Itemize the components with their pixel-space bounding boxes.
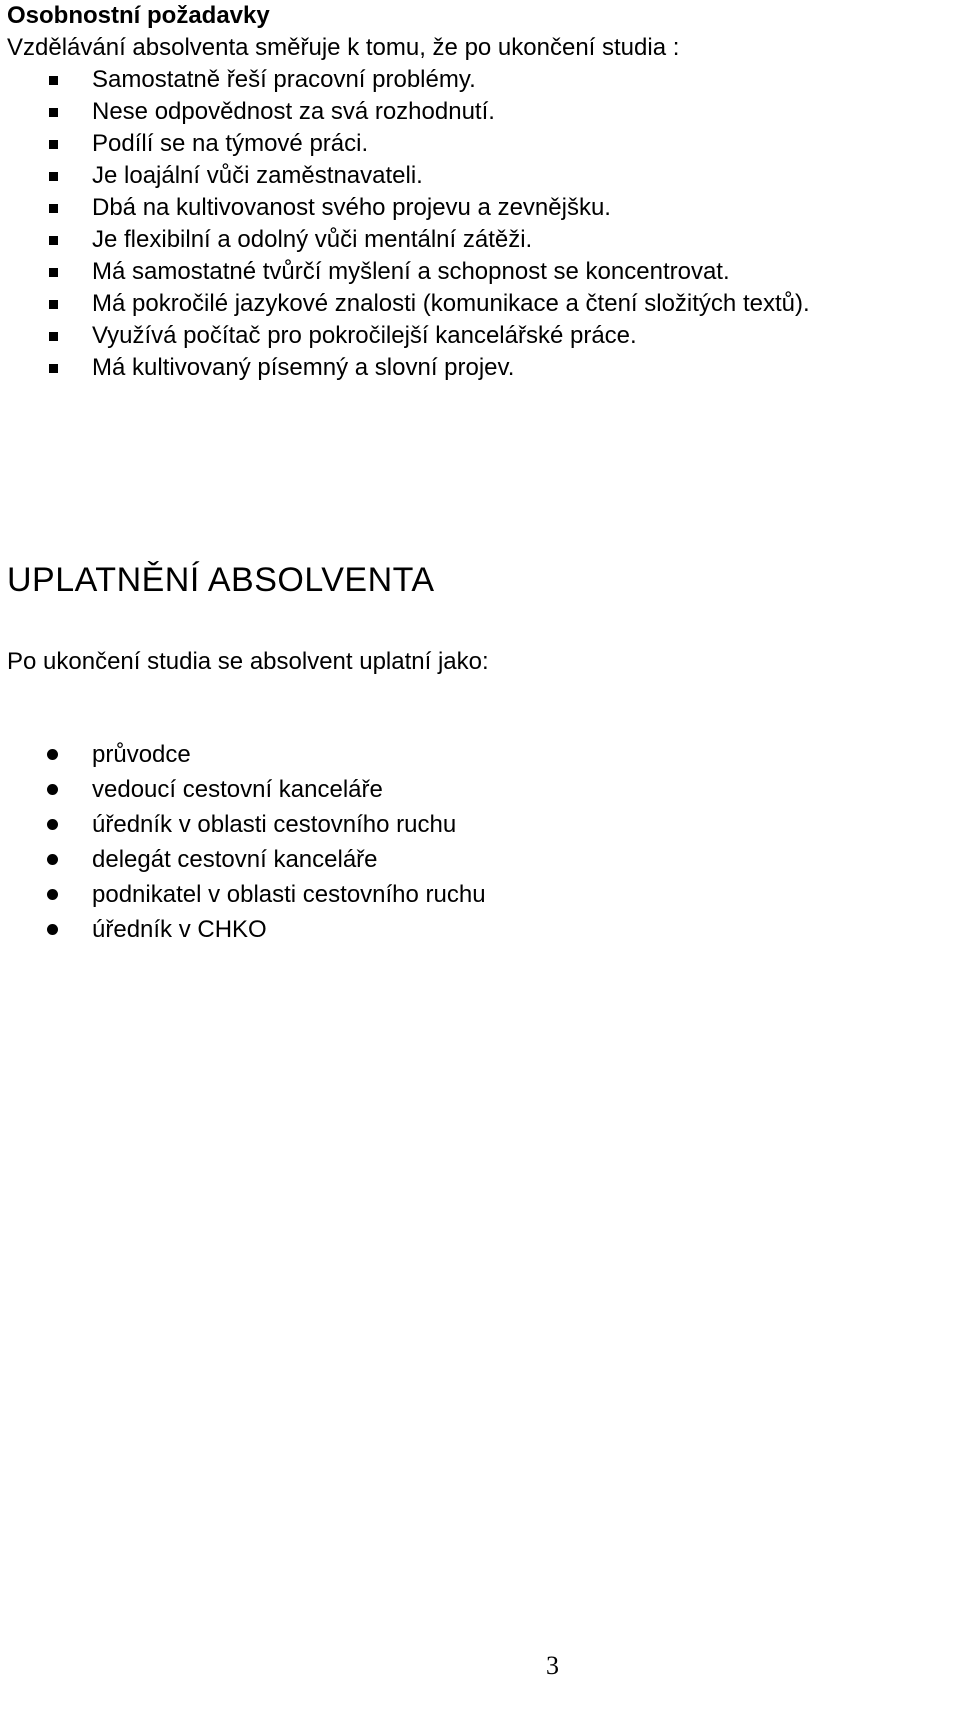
square-bullet-icon — [49, 268, 58, 277]
list-item — [0, 256, 810, 288]
list-item-text: Má kultivovaný písemný a slovní projev. — [92, 354, 515, 381]
list-item — [0, 737, 486, 772]
square-bullet-icon — [49, 76, 58, 85]
list-item — [0, 842, 486, 877]
list-item-text: Je flexibilní a odolný vůči mentální zátěži. — [92, 226, 533, 253]
list-item-text: Dbá na kultivovanost svého projevu a zevnějšku. — [92, 194, 611, 221]
list-item — [0, 320, 810, 352]
list-item — [0, 128, 810, 160]
square-bullet-icon — [49, 172, 58, 181]
list-item-text: Samostatně řeší pracovní problémy. — [92, 66, 476, 93]
intro-text: Vzdělávání absolventa směřuje k tomu, že po ukončení studia : — [7, 34, 680, 61]
list-item — [0, 288, 810, 320]
square-bullet-icon — [49, 300, 58, 309]
square-bullet-icon — [49, 236, 58, 245]
square-bullet-icon — [49, 108, 58, 117]
list-item — [0, 877, 486, 912]
square-bullet-icon — [49, 204, 58, 213]
list-item — [0, 96, 810, 128]
page-number: 3 — [546, 1651, 559, 1680]
list-item-text: Má samostatné tvůrčí myšlení a schopnost se koncentrovat. — [92, 258, 730, 285]
round-bullet-icon — [47, 889, 58, 900]
list-item — [0, 772, 486, 807]
round-bullet-icon — [47, 749, 58, 760]
round-bullet-icon — [47, 819, 58, 830]
requirements-list — [0, 64, 810, 384]
section-title-personal-requirements: Osobnostní požadavky — [7, 2, 270, 29]
list-item — [0, 192, 810, 224]
square-bullet-icon — [49, 364, 58, 373]
list-item-text: úředník v oblasti cestovního ruchu — [92, 811, 457, 838]
list-item — [0, 352, 810, 384]
list-item-text: vedoucí cestovní kanceláře — [92, 776, 383, 803]
list-item — [0, 807, 486, 842]
round-bullet-icon — [47, 854, 58, 865]
square-bullet-icon — [49, 140, 58, 149]
occupations-list — [0, 737, 486, 947]
list-item-text: Má pokročilé jazykové znalosti (komunikace a čtení složitých textů). — [92, 290, 810, 317]
list-item-text: delegát cestovní kanceláře — [92, 846, 378, 873]
list-item-text: Je loajální vůči zaměstnavateli. — [92, 162, 423, 189]
list-item — [0, 64, 810, 96]
list-item-text: podnikatel v oblasti cestovního ruchu — [92, 881, 486, 908]
round-bullet-icon — [47, 784, 58, 795]
square-bullet-icon — [49, 332, 58, 341]
section-title-graduate-employment: UPLATNĚNÍ ABSOLVENTA — [7, 561, 435, 599]
list-item-text: Využívá počítač pro pokročilejší kancelářské práce. — [92, 322, 637, 349]
list-item — [0, 912, 486, 947]
list-item-text: Podílí se na týmové práci. — [92, 130, 369, 157]
list-item-text: úředník v CHKO — [92, 916, 267, 943]
list-item-text: Nese odpovědnost za svá rozhodnutí. — [92, 98, 495, 125]
employment-lead-text: Po ukončení studia se absolvent uplatní jako: — [7, 648, 489, 675]
list-item — [0, 224, 810, 256]
list-item-text: průvodce — [92, 741, 191, 768]
round-bullet-icon — [47, 924, 58, 935]
list-item — [0, 160, 810, 192]
